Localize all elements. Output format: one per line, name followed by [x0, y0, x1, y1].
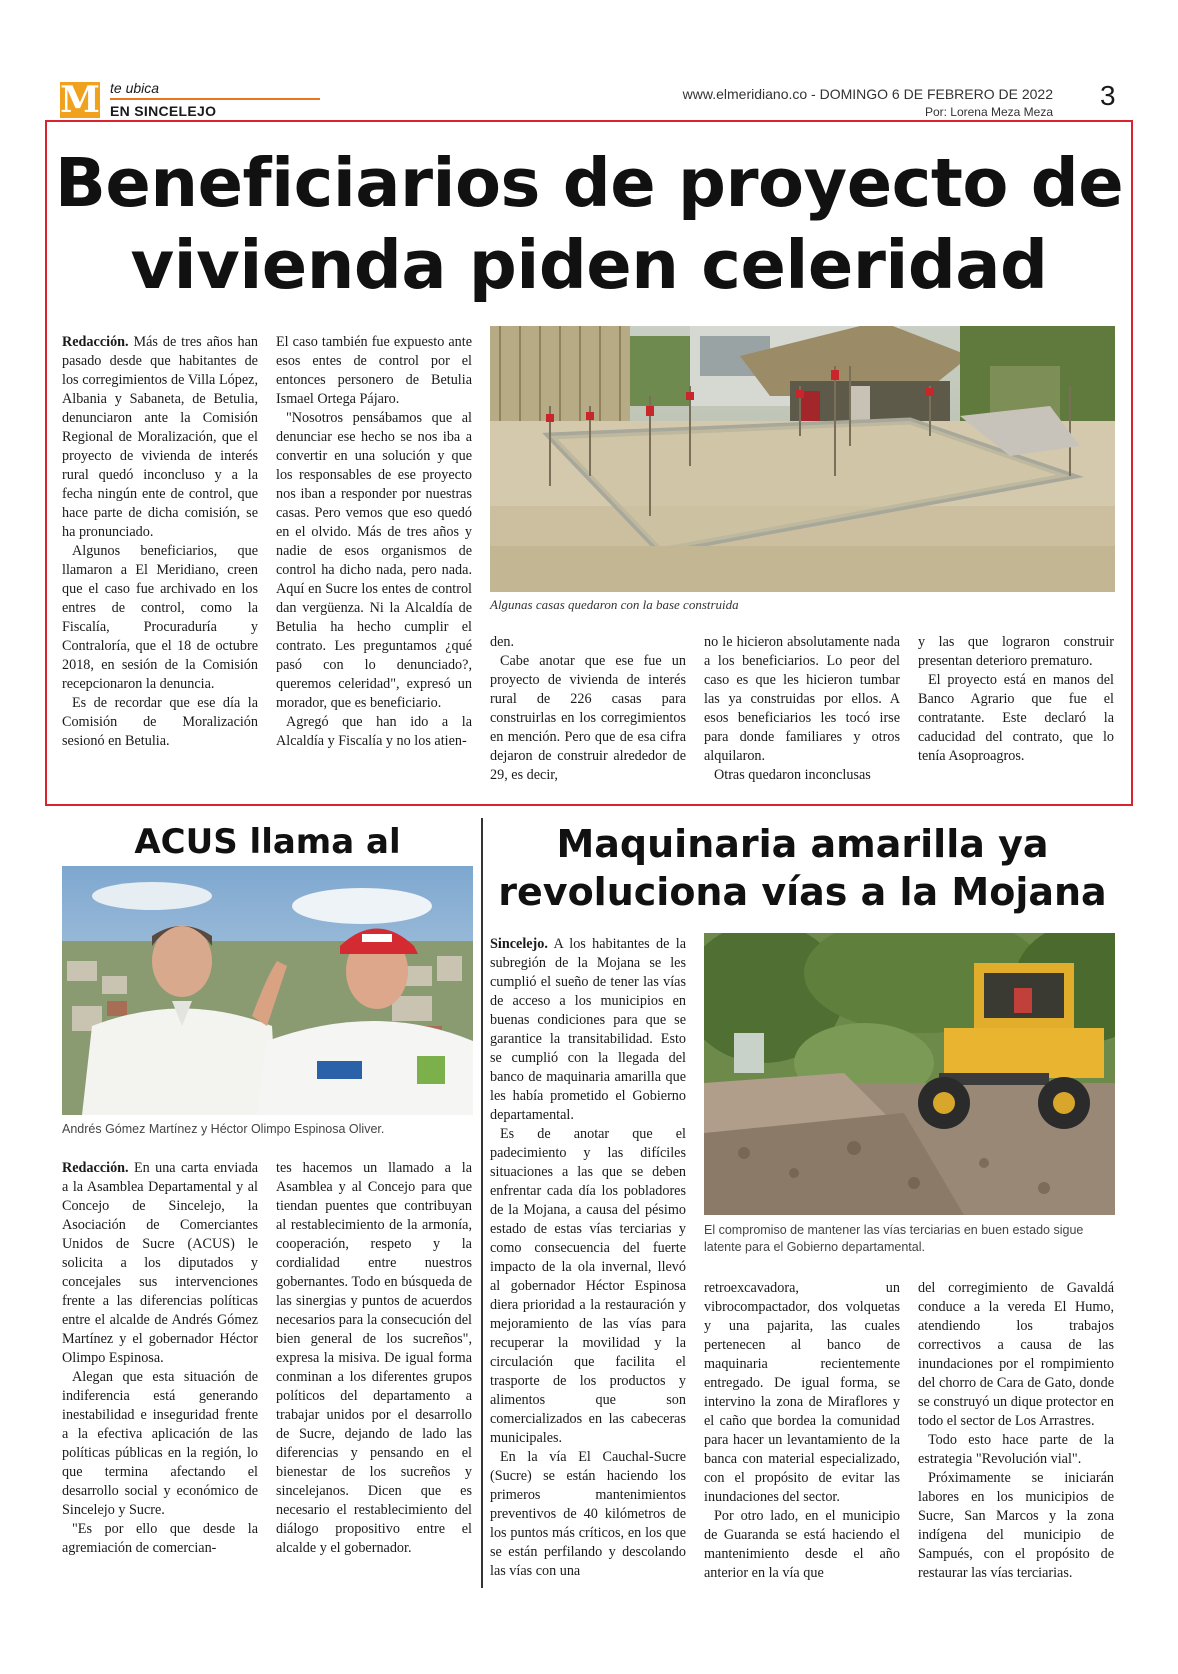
tagline: te ubica [110, 80, 160, 96]
story3-column-3 [918, 1279, 1114, 1583]
story2-dateline: Redacción. [62, 1160, 129, 1176]
story3-paragraph: Por otro lado, en el municipio de Guaranda se está haciendo el mantenimiento desde el año anterior en la vía que [704, 1508, 900, 1581]
story2-paragraph: Alegan que esta situación de indiferencia está generando inestabilidad e inseguridad frente a la efectiva aplicación de las políticas públicas en la región, lo que termina afectando el desarrollo social y económico de Sincelejo y Sucre. [62, 1369, 258, 1518]
column-divider [481, 818, 483, 1588]
story1-headline [50, 142, 1128, 306]
story1-paragraph: El caso también fue expuesto ante esos entes de control por el entonces personero de Betulia Ismael Ortega Pájaro. [276, 334, 472, 407]
header-rule [110, 98, 320, 100]
story3-photo-caption: El compromiso de mantener las vías terciarias en buen estado sigue latente para el Gobierno departamental. [704, 1223, 1084, 1254]
story1-column-4 [704, 633, 900, 785]
story1-photo-caption: Algunas casas quedaron con la base construida [490, 597, 739, 612]
story3-headline-line1: Maquinaria amarilla ya [556, 822, 1049, 866]
story1-paragraph: Cabe anotar que ese fue un proyecto de vivienda de interés rural de 226 casas para construirlas en los corregimientos en mención. Pero que de esa cifra dejaron de construir alrededor de 29, es decir, [490, 653, 686, 783]
story1-paragraph: El proyecto está en manos del Banco Agrario que fue el contratante. Este declaró la caducidad del contrato, que lo tenía Asoproagros. [918, 672, 1114, 764]
story3-paragraph: Es de anotar que el padecimiento y las difíciles situaciones a las que se deben enfrentar cada día los pobladores de la Mojana, a causa del pésimo estado de estas vías terciarias y como consecuencia del fuerte impacto de la ola invernal, llevó al gobernador Héctor Espinosa diera prioridad a la restauración y mejoramiento de las vías para recuperar la movilidad y la circulación que facilita el trasporte de los productos y alimentos que son comercializados en las cabeceras municipales. [490, 1126, 686, 1446]
story3-paragraph: retroexcavadora, un vibrocompactador, dos volquetas y una pajarita, las cuales pertenecen al banco de maquinaria recientemente entregado. De igual forma, se intervino la zona de Miraflores y el caño que bordea la comunidad para hacer un levantamiento de la banca con material especializado, con el propósito de evitar las inundaciones del sector. [704, 1280, 900, 1505]
story3-headline-line2: revoluciona vías a la Mojana [498, 870, 1107, 914]
story3-dateline: Sincelejo. [490, 936, 548, 952]
site-date: www.elmeridiano.co - DOMINGO 6 DE FEBRERO DE 2022 [682, 86, 1053, 102]
story3-headline [490, 820, 1115, 916]
story2-column-2 [276, 1159, 472, 1558]
story1-paragraph: Es de recordar que ese día la Comisión de Moralización sesionó en Betulia. [62, 695, 258, 749]
story1-headline-line1: Beneficiarios de proyecto de [54, 144, 1124, 222]
story2-paragraph: En una carta enviada a la Asamblea Departamental y al Concejo de Sincelejo, la Asociación de Comerciantes Unidos de Sucre (ACUS) le solicita a los diputados y concejales sus intervenciones frente a las diferencias políticas entre el alcalde de Andrés Gómez Martínez y el gobernador Héctor Olimpo Espinosa. [62, 1160, 258, 1366]
story1-paragraph: Otras quedaron inconclusas [714, 767, 871, 783]
story3-paragraph: del corregimiento de Gavaldá conduce a la vereda El Humo, atendiendo los trabajos correctivos a causa de las inundaciones por el rompimiento del chorro de Cara de Gato, donde se construyó un dique protector en todo el sector de Los Arrastres. [918, 1280, 1114, 1429]
story3-paragraph: Todo esto hace parte de la estrategia "Revolución vial". [918, 1432, 1114, 1467]
story1-column-2 [276, 333, 472, 751]
story1-paragraph: den. [490, 634, 515, 650]
story1-paragraph: no le hicieron absolutamente nada a los beneficiarios. Lo peor del caso es que les hicieron tumbar las ya construidas por ellos. A esos beneficiarios les tocó irse para donde familiares y otros alquilaron. [704, 634, 900, 764]
story1-headline-line2: vivienda piden celeridad [130, 226, 1048, 304]
story3-paragraph: A los habitantes de la subregión de la Mojana se les cumplió el sueño de tener las vías de acceso a los municipios en buenas condiciones para que se garantice la transitabilidad. Esto se cumplió con la llegada del banco de maquinaria amarilla que les había prometido el Gobierno departamental. [490, 936, 686, 1123]
story2-photo [62, 866, 473, 1115]
story2-column-1 [62, 1159, 258, 1558]
story3-column-2 [704, 1279, 900, 1583]
story1-column-5 [918, 633, 1114, 766]
story1-dateline: Redacción. [62, 334, 129, 350]
newspaper-logo: M [60, 79, 100, 121]
story1-column-3 [490, 633, 686, 785]
story1-photo [490, 326, 1115, 592]
story2-headline: ACUS llama al [134, 822, 401, 862]
story1-paragraph: Algunos beneficiarios, que llamaron a El Meridiano, creen que el caso fue archivado en los entres de control, como la Fiscalía, Procuraduría y Contraloría, que el 18 de octubre 2018, en sesión de la Comisión recepcionaron la denuncia. [62, 543, 258, 692]
byline: Por: Lorena Meza Meza [924, 105, 1053, 119]
story1-paragraph: Agregó que han ido a la Alcaldía y Fiscalía y no los atien- [276, 714, 472, 749]
story3-column-1 [490, 935, 686, 1581]
story1-paragraph: Más de tres años han pasado desde que habitantes de los corregimientos de Villa López, Albania y Sabaneta, de Betulia, denunciaron ante la Comisión Regional de Moralización, que el proyecto de vivienda de interés rural quedó inconcluso y a la fecha ningún ente de control, que hace parte de dicha comisión, se ha pronunciado. [62, 334, 258, 540]
story3-photo [704, 933, 1115, 1215]
story2-paragraph: "Es por ello que desde la agremiación de comercian- [62, 1521, 258, 1556]
story1-column-1 [62, 333, 258, 751]
section-name: EN SINCELEJO [110, 103, 217, 119]
story1-paragraph: y las que lograron construir presentan deterioro prematuro. [918, 634, 1114, 669]
story3-paragraph: En la vía El Cauchal-Sucre (Sucre) se están haciendo los primeros mantenimientos preventivos de 40 kilómetros de los puntos más críticos, en los que se están perfilando y descolando las vías con una [490, 1449, 686, 1579]
story2-photo-caption: Andrés Gómez Martínez y Héctor Olimpo Espinosa Oliver. [62, 1122, 385, 1136]
story2-paragraph: tes hacemos un llamado a la Asamblea y al Concejo para que tiendan puentes que contribuyan al restablecimiento de la armonía, cooperación, respeto y la cordialidad entre nuestros gobernantes. Todo en búsqueda de las sinergias y puntos de acuerdos necesarios para la consecución del bien general de los sucreños", expresa la misiva. De igual forma conminan a los diferentes grupos políticos del departamento a trabajar unidos por el desarrollo de Sucre, dejando de lado las diferencias y pensando en el bienestar de los sucreños y sincelejanos. Dicen que es necesario el restablecimiento del diálogo propositivo entre el alcalde y el gobernador. [276, 1160, 472, 1556]
story3-paragraph: Próximamente se iniciarán labores en los municipios de Sucre, San Marcos y la zona indígena del municipio de Sampués, con el propósito de restaurar las vías terciarias. [918, 1470, 1114, 1581]
page-number: 3 [1100, 80, 1116, 111]
story1-paragraph: "Nosotros pensábamos que al denunciar ese hecho se nos iba a convertir en una solución y que los responsables de ese proyecto nos iban a responder por nuestras casas. Pero vemos que eso quedó en el olvido. Más de tres años y nadie de esos organismos de control ha dicho nada, pero nada. Aquí en Sucre los entes de control dan vergüenza. Ni la Alcaldía de Betulia ha hecho cumplir el contrato. Les preguntamos ¿qué pasó con lo denunciado?, queremos celeridad", expresó un morador, que es beneficiario. [276, 410, 472, 711]
